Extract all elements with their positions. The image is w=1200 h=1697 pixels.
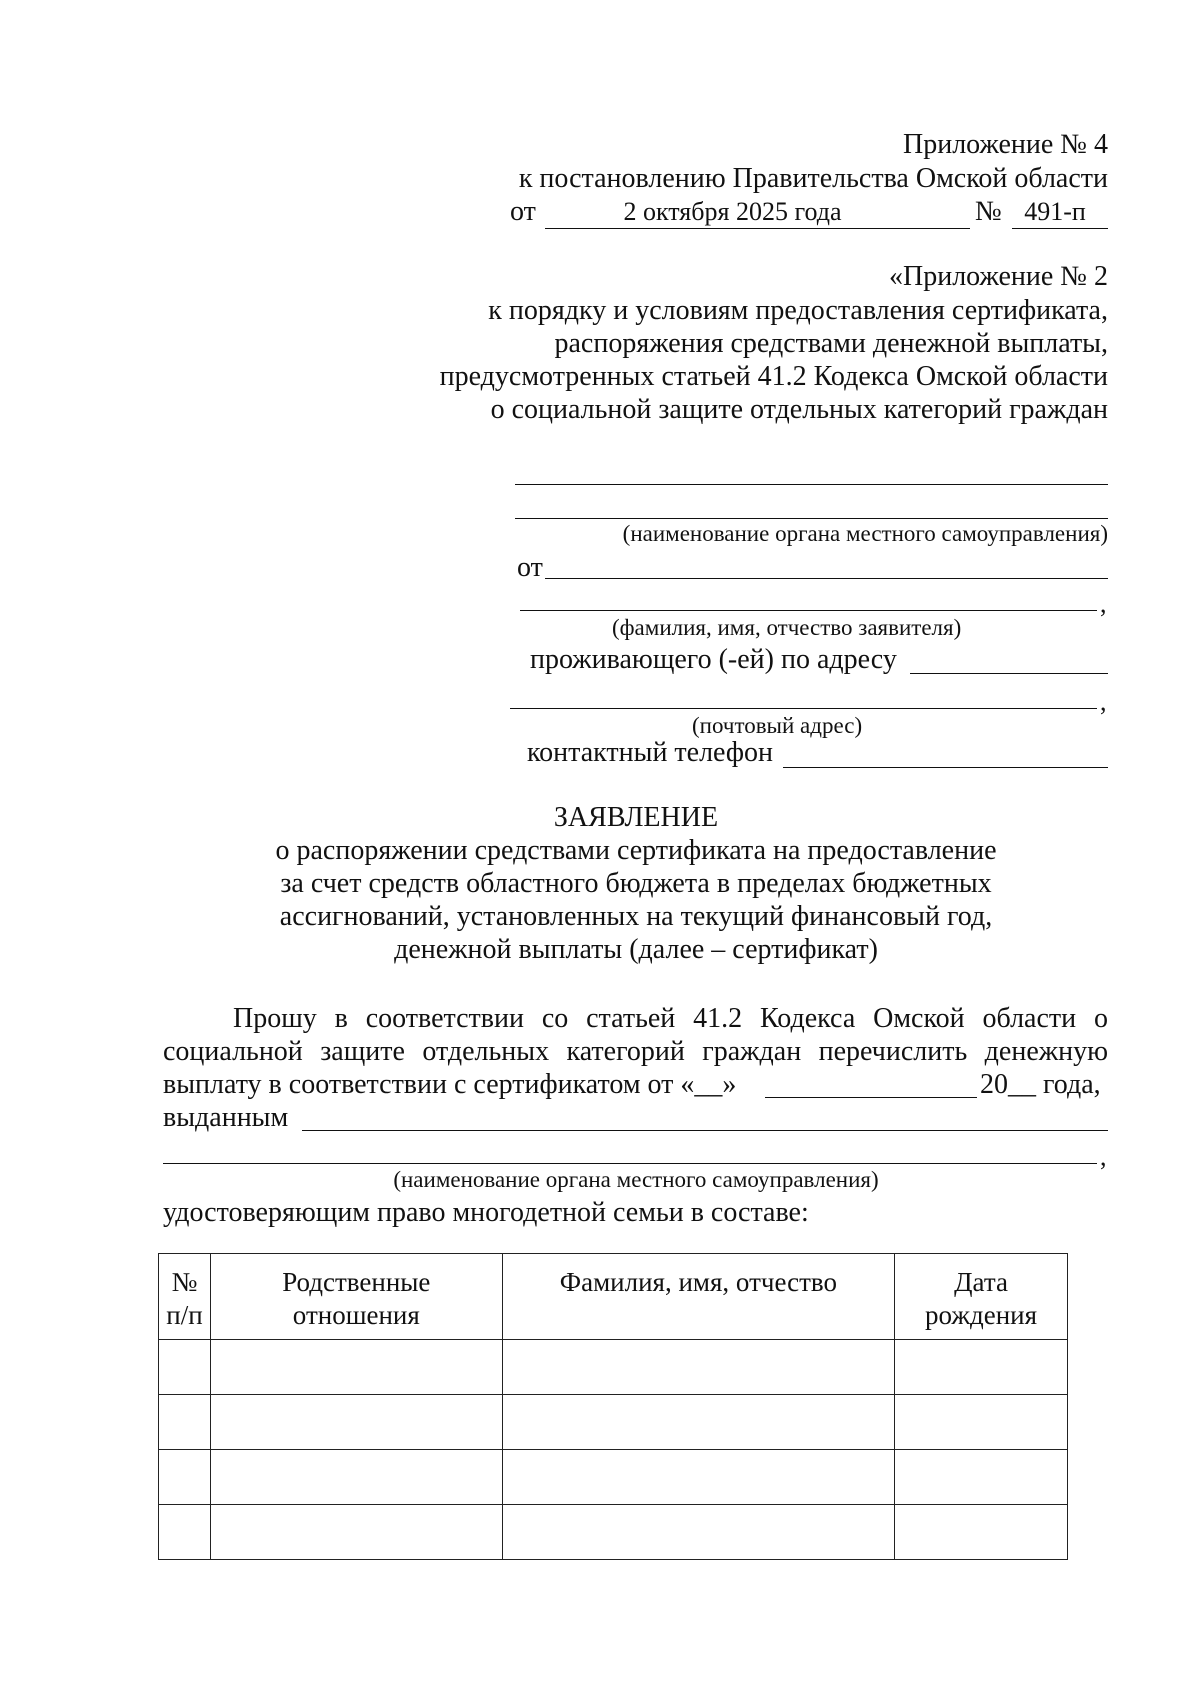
table-cell[interactable] [895,1340,1068,1395]
table-cell[interactable] [502,1505,894,1560]
table-cell[interactable] [159,1450,211,1505]
inner-header-line: к порядку и условиям предоставления сертификата, [488,295,1108,326]
table-cell[interactable] [895,1505,1068,1560]
column-header-relation [210,1254,502,1340]
table-cell[interactable] [502,1450,894,1505]
from-label: от [517,552,543,583]
address-line-1[interactable] [910,673,1108,674]
date-value: 2 октября 2025 года [623,197,842,226]
organ-caption: (наименование органа местного самоуправления) [622,521,1108,546]
comma: , [1100,687,1107,716]
comma: , [1100,589,1107,618]
header-line: рождения [925,1300,1038,1330]
header-line: Дата [954,1267,1008,1297]
body-line-1: Прошу в соответствии со статьей 41.2 Кодекса Омской области о [233,1003,1108,1034]
inner-header-line: «Приложение № 2 [889,261,1108,292]
issuer-line-2[interactable] [163,1163,1097,1164]
table-row [159,1340,1068,1395]
date-prefix: от [510,196,536,227]
body-line-3-start: выплату в соответствии с сертификатом от «__» [163,1069,737,1100]
appendix-reference: к постановлению Правительства Омской области [518,163,1108,194]
family-table [158,1253,1068,1560]
certificate-year: 20__ года, [980,1069,1101,1100]
appendix-title: Приложение № 4 [903,129,1108,160]
number-underline [1012,228,1108,229]
organ-blank-line-1[interactable] [515,484,1108,485]
organ-blank-line-2[interactable] [515,518,1108,519]
phone-line[interactable] [783,767,1108,768]
inner-header-line: распоряжения средствами денежной выплаты, [554,328,1108,359]
table-cell[interactable] [895,1395,1068,1450]
name-caption: (фамилия, имя, отчество заявителя) [612,615,962,640]
title-line: денежной выплаты (далее – сертификат) [394,934,878,965]
table-header-row [159,1254,1068,1340]
table-cell[interactable] [502,1340,894,1395]
table-row [159,1395,1068,1450]
title-line: ассигнований, установленных на текущий финансовый год, [279,901,993,932]
applicant-name-line-1[interactable] [545,578,1108,579]
column-header-number [159,1254,211,1340]
table-cell[interactable] [159,1395,211,1450]
table-cell[interactable] [210,1395,502,1450]
table-cell[interactable] [210,1340,502,1395]
postal-caption: (почтовый адрес) [692,713,863,738]
table-cell[interactable] [159,1505,211,1560]
table-cell[interactable] [159,1340,211,1395]
column-header-birth-date [895,1254,1068,1340]
number-prefix: № [975,196,1002,227]
table-row [159,1505,1068,1560]
header-line: п/п [166,1300,203,1330]
header-line: отношения [292,1300,420,1330]
header-line: Родственные [282,1267,431,1297]
header-line: № [171,1267,198,1297]
title-line: за счет средств областного бюджета в пределах бюджетных [280,868,992,899]
applicant-name-line-2[interactable] [520,610,1097,611]
inner-header-line: предусмотренных статьей 41.2 Кодекса Омской области [439,361,1108,392]
table-cell[interactable] [502,1395,894,1450]
phone-label: контактный телефон [527,737,773,768]
title-line: о распоряжении средствами сертификата на предоставление [275,835,997,866]
table-cell[interactable] [895,1450,1068,1505]
date-underline [545,228,970,229]
body-line-2: социальной защите отдельных категорий граждан перечислить денежную [163,1036,1108,1067]
issuer-line-1[interactable] [302,1130,1108,1131]
family-composition-line: удостоверяющим право многодетной семьи в составе: [163,1197,809,1228]
issuer-caption: (наименование органа местного самоуправления) [393,1167,879,1192]
header-line: Фамилия, имя, отчество [559,1267,837,1297]
address-label: проживающего (-ей) по адресу [530,644,897,675]
inner-header-line: о социальной защите отдельных категорий граждан [490,394,1108,425]
number-value: 491-п [1024,197,1086,226]
table-row [159,1450,1068,1505]
address-line-2[interactable] [510,708,1097,709]
statement-heading: ЗАЯВЛЕНИЕ [553,802,719,833]
table-cell[interactable] [210,1450,502,1505]
certificate-date-line[interactable] [765,1097,977,1098]
table-cell[interactable] [210,1505,502,1560]
column-header-full-name [502,1254,894,1340]
issued-label: выданным [163,1102,289,1133]
comma: , [1100,1142,1107,1171]
